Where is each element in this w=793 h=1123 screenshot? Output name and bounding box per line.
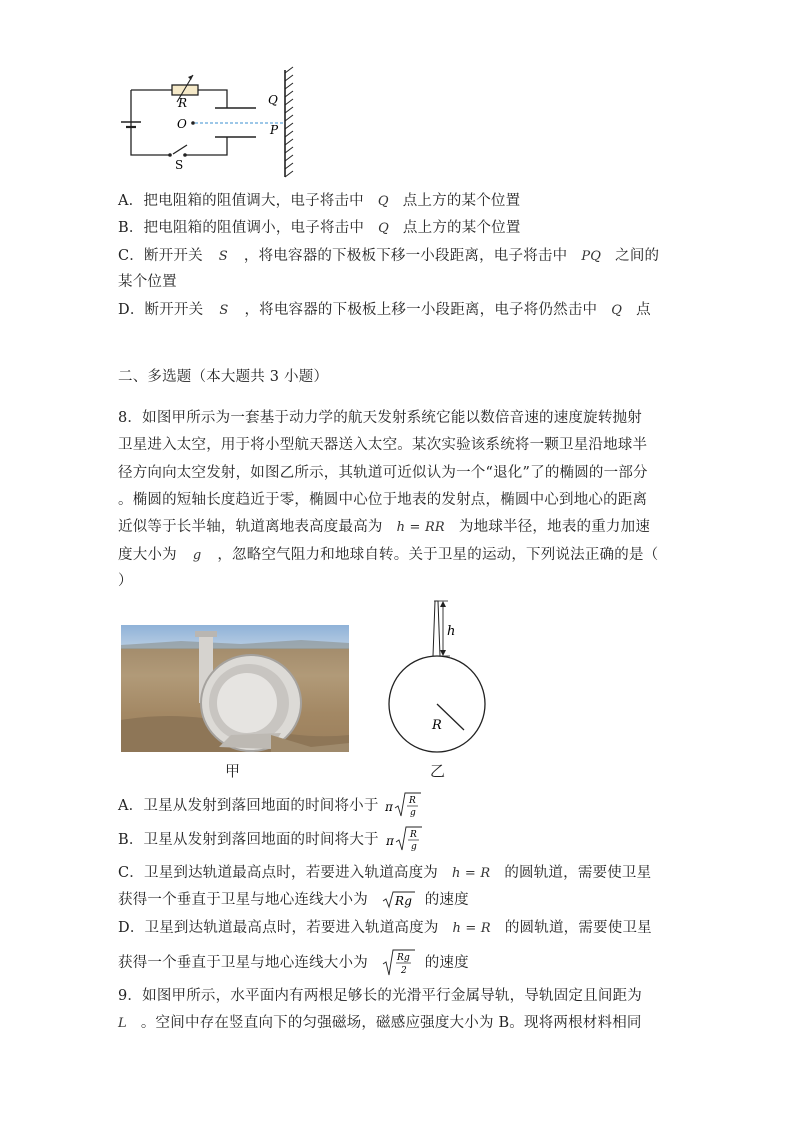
q8-line-5a: 近似等于长半轴，轨道离地表高度最高为	[118, 519, 383, 535]
q7-d-text2: ，将电容器的下极板上移一小段距离，电子将仍然击中	[244, 302, 598, 318]
q9-line-2	[118, 1013, 642, 1034]
q7-option-c-cont: 某个位置	[118, 274, 177, 290]
label-Q: Q	[268, 93, 278, 107]
label-P: P	[270, 123, 279, 137]
q7-b-text: B．把电阻箱的阻值调小，电子将击中	[118, 220, 365, 236]
q8-d-den: 2	[400, 966, 407, 976]
q8-d-var: h = R	[452, 921, 491, 936]
launcher-illustration	[121, 625, 349, 752]
q8-line-7: ）	[118, 573, 133, 589]
caption-yi: 乙	[430, 762, 446, 780]
q9-line-1: 9．如图甲所示，水平面内有两根足够长的光滑平行金属导轨，导轨固定且间距为	[118, 988, 642, 1004]
q8-option-b	[118, 824, 424, 856]
q8-c-text2: 的圆轨道，需要使卫星	[504, 865, 652, 881]
label-earth-R: R	[432, 718, 442, 733]
q9-L-var: L	[118, 1016, 127, 1031]
section-heading: 二、多选题（本大题共 3 小题）	[118, 369, 329, 385]
q8-d-sqrt	[381, 948, 417, 978]
label-O: O	[177, 117, 187, 131]
frac-den: g	[410, 842, 417, 852]
q8-option-c-cont	[118, 890, 469, 910]
q8-c-text3: 获得一个垂直于卫星与地心连线大小为	[118, 892, 368, 908]
orbit-diagram	[382, 598, 492, 758]
q8-option-a	[118, 790, 423, 822]
q8-line-6b: ，忽略空气阻力和地球自转。关于卫星的运动，下列说法正确的是（	[217, 547, 659, 563]
q7-option-c	[118, 246, 659, 267]
q8-line-3: 径方向向太空发射，如图乙所示，其轨道可近似认为一个“退化”了的椭圆的一部分	[118, 465, 648, 481]
q8-d-text2: 的圆轨道，需要使卫星	[504, 920, 652, 936]
circuit-diagram	[115, 65, 305, 180]
q8-option-d	[118, 918, 652, 939]
pi-symbol: π	[385, 834, 394, 848]
q7-option-a	[118, 191, 520, 212]
q7-c-text1: C．断开开关	[118, 248, 203, 264]
q8-g-var: g	[192, 548, 202, 563]
q9-line-2-text: 。空间中存在竖直向下的匀强磁场，磁感应强度大小为 B。现将两根材料相同	[140, 1015, 642, 1031]
q8-line-6	[118, 545, 658, 566]
q7-c-var2: PQ	[581, 249, 602, 264]
q7-option-b	[118, 218, 521, 239]
label-R: R	[178, 96, 188, 110]
q8-line-4: 。椭圆的短轴长度趋近于零，椭圆中心位于地表的发射点，椭圆中心到地心的距离	[118, 492, 648, 508]
q8-line-5	[118, 517, 650, 538]
q8-d-text4: 的速度	[424, 955, 469, 971]
q8-line-1: 8．如图甲所示为一套基于动力学的航天发射系统它能以数倍音速的速度旋转抛射	[118, 410, 642, 426]
q7-d-text3: 点	[636, 302, 651, 318]
q8-c-sqrt	[381, 890, 417, 910]
frac-num: R	[409, 830, 417, 840]
label-h: h	[447, 624, 456, 639]
q7-option-d	[118, 300, 651, 321]
q8-option-d-cont	[118, 948, 469, 976]
q7-a-text: A．把电阻箱的阻值调大，电子将击中	[118, 193, 364, 209]
q7-d-var1: S	[219, 303, 229, 318]
launcher-photo	[121, 625, 349, 752]
q8-d-text1: D．卫星到达轨道最高点时，若要进入轨道高度为	[118, 920, 439, 936]
pi-symbol: π	[385, 800, 394, 814]
q8-line-5b: 为地球半径，地表的重力加速	[458, 519, 651, 535]
frac-num: R	[409, 796, 417, 806]
q7-c-text3: 之间的	[615, 248, 660, 264]
frac-den: g	[410, 808, 417, 818]
q7-c-text2: ，将电容器的下极板下移一小段距离，电子将击中	[243, 248, 568, 264]
q8-line-2: 卫星进入太空，用于将小型航天器送入太空。某次实验该系统将一颗卫星沿地球半	[118, 437, 648, 453]
q7-b-var: Q	[378, 221, 389, 236]
q7-a-var: Q	[377, 194, 389, 209]
q8-c-text4: 的速度	[424, 892, 469, 908]
q8-option-c	[118, 863, 651, 884]
q7-c-var1: S	[218, 249, 228, 264]
q8-d-num: Rg	[396, 953, 410, 963]
q8-a-formula	[383, 790, 423, 822]
q8-line-6a: 度大小为	[118, 547, 177, 563]
q8-h-expr: h = RR	[396, 520, 445, 535]
q8-c-sqrt-text: Rg	[394, 894, 412, 908]
q8-c-text1: C．卫星到达轨道最高点时，若要进入轨道高度为	[118, 865, 438, 881]
q7-d-var2: Q	[611, 303, 623, 318]
q7-a-tail: 点上方的某个位置	[402, 193, 521, 209]
q8-b-text: B．卫星从发射到落回地面的时间将大于	[118, 832, 379, 848]
label-S: S	[175, 158, 184, 172]
q8-a-text: A．卫星从发射到落回地面的时间将小于	[118, 798, 379, 814]
q8-d-text3: 获得一个垂直于卫星与地心连线大小为	[118, 955, 368, 971]
q8-b-formula	[384, 824, 424, 856]
q7-d-text1: D．断开开关	[118, 302, 204, 318]
q8-c-var: h = R	[452, 866, 491, 881]
caption-jia: 甲	[225, 762, 241, 780]
q7-b-tail: 点上方的某个位置	[402, 220, 521, 236]
